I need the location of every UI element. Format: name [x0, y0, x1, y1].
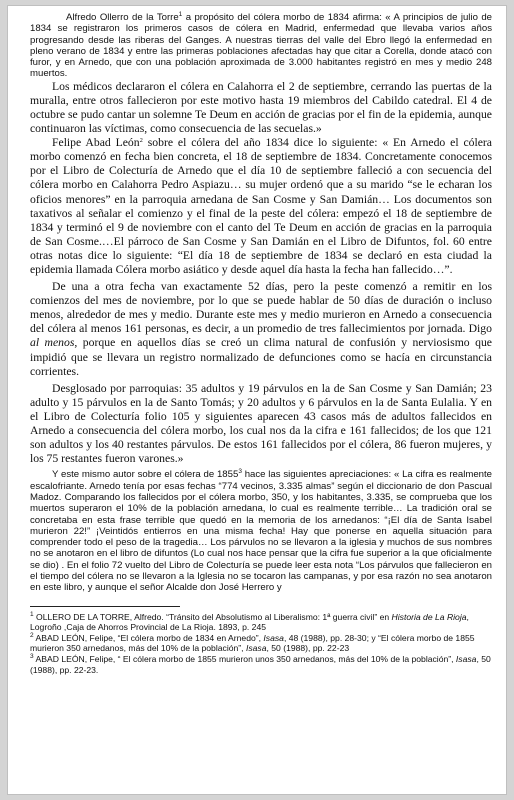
footnote-text: OLLERO DE LA TORRE, Alfredo. “Tránsito del Absolutismo al Liberalismo: 1ª guerra civil” en — [33, 611, 392, 622]
footnote-ref-3[interactable]: 3 — [238, 468, 242, 476]
emphasis-text: al menos — [30, 336, 75, 350]
paragraph-ollero-quote — [30, 12, 492, 80]
footnote-ref-1[interactable]: 1 — [178, 11, 183, 18]
footnote-2 — [30, 633, 492, 654]
footnote-text: , Logroño ,Caja de Ahorros Provincial de La Rioja. 1893, p. 245 — [30, 611, 469, 633]
document-page — [7, 5, 507, 795]
footnote-ref-2[interactable]: 2 — [139, 137, 143, 145]
author-ollero: Alfredo Ollerro de la Torre — [66, 12, 179, 23]
footnote-text: , 48 (1988), pp. 28-30; y “El cólera morbo de 1855 murieron 350 arnedanos, más del 10% de la población”, — [30, 632, 475, 654]
paragraph-text: hace las siguientes apreciaciones: « La cifra es realmente escalofriante. Arnedo tenía por esas fechas “774 vecinos, 3.335 almas” según el diccionario de don Pascual Madoz. Comparando los fallecidos por el cólera morbo, 350, y los habitantes, 3.335, se comprueba que los muertos superaron el 10% de la población arnedana, lo cual es realmente terrible… La tradición oral se concretaba en esta frase terrible que quedó en la memoria de los arnedanos: “¡El día de Santa Isabel murieron 22!” ¡Veintidós entierros en una misma fecha! Hay que ponerse en aquella situación para comprender todo el peso de la tragedia… Los párvulos no se llevaron a la iglesia y muchos de sus nombres no se anotaron en el libro de difuntos (Lo cual nos hace pensar que la cifra fue superior a la que oficialmente se dio) . En el folio 72 vuelto del Libro de Colecturía se puede leer esta nota “Los párvulos que fallecieron en el tiempo del cólera no se llevaron a la Iglesia no se tocaron las campanas, y por esa razón no sea anotaron en este libro, y aunque el señor Alcalde don José Herrero y — [30, 469, 492, 594]
footnote-text: ABAD LEÓN, Felipe, “El cólera morbo de 1834 en Arnedo”, — [33, 632, 264, 643]
paragraph-parishes: Desglosado por parroquias: 35 adultos y 19 párvulos en la de San Cosme y San Damián; 23 adulto y 15 párvulos en la de Santo Tomás; y 20 adultos y 6 párvulos en la de Santa Eulalia. Y en el Libro de Colecturía folio 105 y siguientes aparecen 43 casos más de adultos fallecidos en Arnedo a consecuencia del cólera morbo, los cual nos da la cifra e 161 fallecidos; de los que 121 son adultos y los 40 restantes párvulos. De estos 161 fallecidos por el cólera, 86 fueron mujeres, y los 75 restantes fueron varones.» — [30, 381, 492, 466]
footnote-journal: Isasa — [245, 643, 267, 654]
paragraph-text: , porque en aquellos días se creó un clima natural de confusión y nerviosismo que impidió que se llevara un registro normalizado de defunciones como se hacía en circunstancia corrientes. — [30, 336, 492, 378]
footnote-text: ABAD LEÓN, Felipe, “ El cólera morbo de 1855 murieron unos 350 arnedanos, más del 10% de la población”, — [33, 653, 456, 664]
paragraph-text: Y este mismo autor sobre el cólera de 1855 — [52, 469, 239, 481]
footnote-text: , 50 (1988), pp. 22-23. — [30, 653, 491, 675]
footnote-text: , 50 (1988), pp. 22-23 — [266, 643, 350, 654]
paragraph-abad-leon-quote — [30, 136, 492, 277]
footnote-number: 3 — [30, 652, 34, 660]
paragraph-text: a propósito del cólera morbo de 1834 afirma: « A principios de julio de 1834 se registraron los primeros casos de cólera en Madrid, enfermedad que llevaba varios años progresando desde las riberas del Ganges. A nuestras tierras del valle del Ebro llegó la enfermedad en pleno verano de 1834 y entre las primeras poblaciones afectadas hay que citar a Corella, donde atacó con furor, y en Arnedo, que con una población aproximada de 3.000 habitantes registró en mes y medio 248 muertos. — [30, 12, 492, 80]
footnote-title: Historia de La Rioja — [391, 611, 467, 622]
footnote-number: 1 — [30, 610, 34, 618]
footnote-journal: Isasa — [455, 653, 477, 664]
footnote-journal: Isasa — [263, 632, 284, 643]
footnote-1 — [30, 612, 492, 633]
paragraph-text: De una a otra fecha van exactamente 52 días, pero la peste comenzó a remitir en los comienzos del mes de noviembre, por lo que se puede hablar de 50 días de duración o incluso menos, alrededor de mes y medio. Durante este mes y medio murieron en Arnedo a consecuencia del cólera al menos 161 personas, es decir, a un promedio de tres fallecimientos por jornada. Digo — [30, 280, 492, 336]
paragraph-calahorra: Los médicos declararon el cólera en Calahorra el 2 de septiembre, cerrando las puertas de la muralla, entre otros fallecieron por este motivo hasta 19 miembros del Cabildo catedral. El 4 de octubre se pudo cantar un solemne Te Deum en acción de gracias por el fin de la epidemia, aunque continuaron las víctimas, como consecuencia de las secuelas.» — [30, 79, 492, 136]
footnote-separator — [30, 606, 180, 607]
footnote-number: 2 — [30, 631, 34, 639]
author-abad-leon: Felipe Abad León — [52, 136, 140, 150]
paragraph-duration — [30, 280, 492, 379]
paragraph-cholera-1855 — [30, 469, 492, 593]
paragraph-text: sobre el cólera del año 1834 dice lo siguiente: « En Arnedo el cólera morbo comenzó en fecha bien concreta, el 18 de septiembre de 1834. Concretamente conocemos por el Libro de Colecturía de Arnedo que el día 10 de septiembre falleció a con secuencia del cólera morbo en Calahorra Pedro Aspiazu… su mujer ordenó que a su marido “se le echaran los oficios menores” en la parroquia arnedana de San Cosme y San Damián… Los documentos son taxativos al señalar el comienzo y el final de la peste del cólera: empezó el 18 de septiembre de 1834 y terminó el 9 de noviembre con el canto del Te Deum en acción de gracias en la parroquia de San Cosme.…El párroco de San Cosme y San Damián en el Libro de Difuntos, fol. 60 entre otras notas dice lo siguiente: “El día 18 de septiembre de 1834 se declaró en esta ciudad la epidemia llamada Cólera morbo asiático y desde aquel día hasta la fecha han fallecido…”. — [30, 136, 492, 276]
footnote-3 — [30, 654, 492, 675]
